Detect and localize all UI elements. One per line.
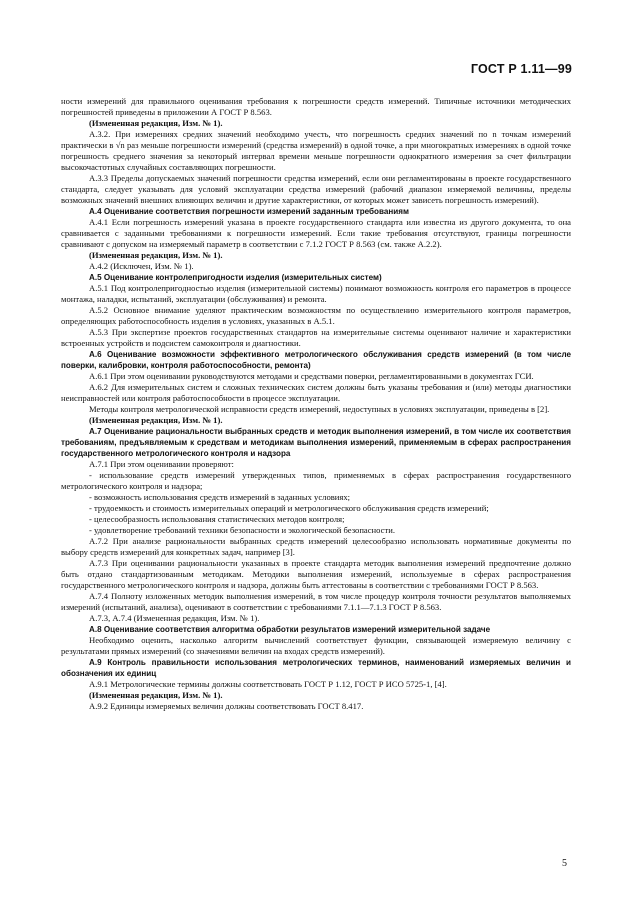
- paragraph: А.7.3, А.7.4 (Измененная редакция, Изм. № 1).: [89, 613, 260, 623]
- paragraph: А.4.2 (Исключен, Изм. № 1).: [89, 261, 194, 271]
- paragraph: - трудоемкость и стоимость измерительных операций и метрологического обслуживания средств измерений;: [89, 503, 489, 513]
- paragraph: - удовлетворение требований техники безопасности и экологической безопасности.: [89, 525, 395, 535]
- paragraph: А.5.2 Основное внимание уделяют практическим возможностям по осуществлению измерительного контроля параметров, определяющих работоспособность изделия в условиях, указанных в А.5.1.: [61, 305, 571, 326]
- paragraph: (Измененная редакция, Изм. № 1).: [89, 250, 223, 260]
- section-heading: А.8 Оценивание соответствия алгоритма обработки результатов измерений измерительной задаче: [89, 625, 491, 634]
- paragraph: А.7.1 При этом оценивании проверяют:: [89, 459, 234, 469]
- section-heading: А.7 Оценивание рациональности выбранных средств и методик выполнения измерений, в том числе их соответствия требованиям, предъявляемым к средствам и методикам выполнения измерений, применяемым в сферах распространения государственного метрологического контроля и надзора: [61, 427, 571, 458]
- paragraph: ности измерений для правильного оценивания требования к погрешности средств измерений. Типичные источники методических погрешностей приведены в приложении А ГОСТ Р 8.563.: [61, 96, 571, 117]
- paragraph: - возможность использования средств измерений в заданных условиях;: [89, 492, 351, 502]
- paragraph: А.7.2 При анализе рациональности выбранных средств измерений целесообразно использовать нормативные документы по выбору средств измерений для конкретных задач, например [3].: [61, 536, 571, 557]
- paragraph: - использование средств измерений утвержденных типов, применяемых в сферах распространения государственного метрологического контроля и надзора;: [61, 470, 571, 491]
- paragraph: (Измененная редакция, Изм. № 1).: [89, 118, 223, 128]
- paragraph: А.6.2 Для измерительных систем и сложных технических систем должны быть указаны требования и (или) методы диагностики неисправностей или контроля работоспособности в процессе эксплуатации.: [61, 382, 571, 403]
- document-body: [61, 96, 571, 712]
- page-number: 5: [562, 858, 567, 869]
- paragraph: А.4.1 Если погрешность измерений указана в проекте государственного стандарта или известна из другого документа, то она сравнивается с заданными требованиями к погрешности измерений. Если такие требования отсутствуют, границы погрешности сравнивают с допуском на измеряемый параметр в соответствии с 7.1.2 ГОСТ Р 8.563 (см. также А.2.2).: [61, 217, 571, 249]
- section-heading: А.9 Контроль правильности использования метрологических терминов, наименований измеряемых величин и обозначения их единиц: [61, 658, 571, 678]
- paragraph: А.3.2. При измерениях средних значений необходимо учесть, что погрешность средних значений по n точкам измерений практически в √n раз меньше погрешности измерений (средства измерений) в одной точке, а при многократных измерениях в одной точке погрешность среднего значения за некоторый интервал времени меньше погрешности однократного измерения за счет фильтрации высокочастотных случайных составляющих погрешности.: [61, 129, 571, 172]
- paragraph: А.5.3 При экспертизе проектов государственных стандартов на измерительные системы оценивают наличие и характеристики встроенных устройств и подсистем самоконтроля и диагностики.: [61, 327, 571, 348]
- paragraph: А.7.3 При оценивании рациональности указанных в проекте стандарта методик выполнения измерений предпочтение должно быть отдано стандартизованным методикам. Методики выполнения измерений, используемые в сферах распространения государственного метрологического контроля и надзора, должны быть аттестованы в соответствии с требованиями ГОСТ Р 8.563.: [61, 558, 571, 590]
- section-heading: А.5 Оценивание контролепригодности изделия (измерительных систем): [89, 273, 382, 282]
- paragraph: А.9.2 Единицы измеряемых величин должны соответствовать ГОСТ 8.417.: [89, 701, 364, 711]
- section-heading: А.4 Оценивание соответствия погрешности измерений заданным требованиям: [89, 207, 409, 216]
- section-heading: А.6 Оценивание возможности эффективного метрологического обслуживания средств измерений (в том числе поверки, калибровки, контроля работоспособности, ремонта): [61, 350, 571, 370]
- paragraph: А.7.4 Полноту изложенных методик выполнения измерений, в том числе процедур контроля точности результатов выполняемых измерений (испытаний, анализа), оценивают в соответствии с требованиями 7.1.1—7.1.3 ГОСТ Р 8.563.: [61, 591, 571, 612]
- paragraph: Необходимо оценить, насколько алгоритм вычислений соответствует функции, связывающей измеряемую величину с результатами прямых измерений (со значениями величин на входах средств измерений).: [61, 635, 571, 656]
- paragraph: (Измененная редакция, Изм. № 1).: [89, 415, 223, 425]
- document-header: ГОСТ Р 1.11—99: [470, 62, 572, 76]
- paragraph: А.6.1 При этом оценивании руководствуются методами и средствами поверки, регламентированными в документах ГСИ.: [89, 371, 534, 381]
- paragraph: А.3.3 Пределы допускаемых значений погрешности средства измерений, если они регламентированы в проекте государственного стандарта, следует указывать для условий эксплуатации средства измерений (рабочий диапазон измеряемой величины, пределы возможных значений внешних влияющих величин и другие характеристики, от которых может зависеть погрешность измерений).: [61, 173, 571, 205]
- paragraph: Методы контроля метрологической исправности средств измерений, недоступных в условиях эксплуатации, приведены в [2].: [89, 404, 550, 414]
- paragraph: (Измененная редакция, Изм. № 1).: [89, 690, 223, 700]
- paragraph: А.9.1 Метрологические термины должны соответствовать ГОСТ Р 1.12, ГОСТ Р ИСО 5725-1, [4].: [89, 679, 447, 689]
- paragraph: - целесообразность использования статистических методов контроля;: [89, 514, 345, 524]
- paragraph: А.5.1 Под контролепригодностью изделия (измерительной системы) понимают возможность контроля его параметров в процессе монтажа, наладки, испытаний, эксплуатации (обслуживания) и ремонта.: [61, 283, 571, 304]
